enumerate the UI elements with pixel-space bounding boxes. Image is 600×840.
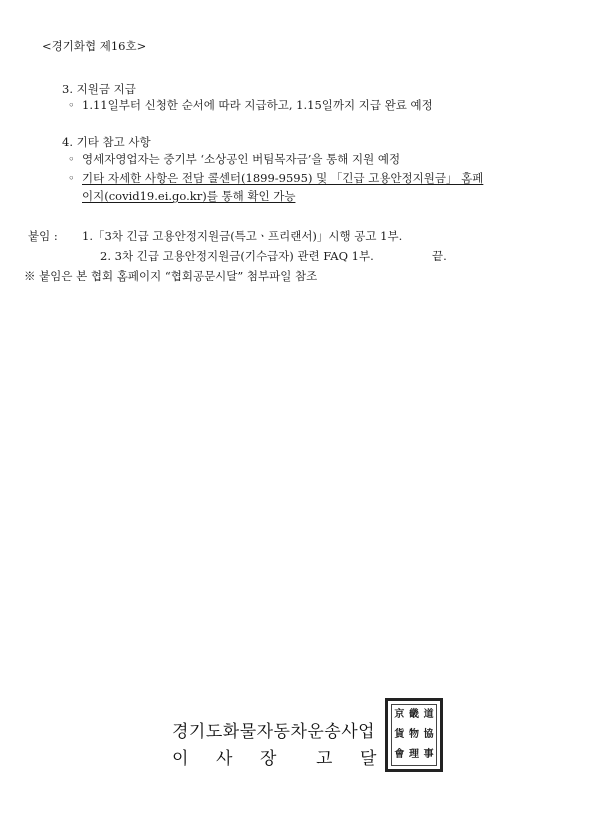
bullet-payment-schedule [68, 97, 433, 113]
seal-char: 事 [423, 749, 434, 760]
seal-char: 道 [423, 709, 434, 720]
chair-char-2: 사 [216, 749, 233, 769]
seal-char: 畿 [408, 709, 419, 720]
bullet-small-business [68, 151, 400, 167]
bullet-text: 기타 자세한 사항은 전담 콜센터(1899-9595) 및 「긴급 고용안정지원금」 홈페 [82, 171, 484, 185]
bullet-icon: ◦ [68, 152, 75, 166]
bullet-call-center [68, 170, 483, 186]
chair-char-5: 달 [360, 749, 377, 769]
seal-grid [391, 704, 437, 766]
seal-char: 協 [423, 729, 434, 740]
section-heading-notes: 4. 기타 참고 사항 [62, 135, 151, 149]
attachment-label: 붙임 : [28, 229, 58, 243]
bullet-text: 1.11일부터 신청한 순서에 따라 지급하고, 1.15일까지 지급 완료 예정 [82, 98, 433, 112]
bullet-icon: ◦ [68, 171, 75, 185]
attachment-item-1: 1.「3차 긴급 고용안정지원금(특고ㆍ프리랜서)」시행 공고 1부. [82, 229, 403, 243]
organization-name: 경기도화물자동차운송사업 [172, 722, 376, 742]
bullet-text: 영세자영업자는 중기부 ‘소상공인 버팀목자금’을 통해 지원 예정 [82, 152, 401, 166]
section-heading-payment: 3. 지원금 지급 [62, 82, 136, 96]
chair-char-3: 장 [260, 749, 277, 769]
document-number: <경기화협 제16호> [42, 39, 147, 53]
seal-char: 會 [394, 749, 405, 760]
seal-char: 物 [408, 729, 419, 740]
seal-char: 理 [408, 749, 419, 760]
bullet-website: 이지(covid19.ei.go.kr)를 통해 확인 가능 [82, 189, 296, 203]
official-seal [385, 698, 443, 772]
seal-char: 京 [394, 709, 405, 720]
bullet-icon: ◦ [68, 98, 75, 112]
chair-char-4: 고 [316, 749, 333, 769]
chair-char-1: 이 [172, 749, 189, 769]
seal-char: 貨 [394, 729, 405, 740]
attachment-item-2: 2. 3차 긴급 고용안정지원금(기수급자) 관련 FAQ 1부. [100, 249, 374, 263]
end-mark: 끝. [432, 249, 447, 263]
attachment-note: ※ 붙임은 본 협회 홈페이지 “협회공문시달” 첨부파일 참조 [24, 269, 318, 283]
